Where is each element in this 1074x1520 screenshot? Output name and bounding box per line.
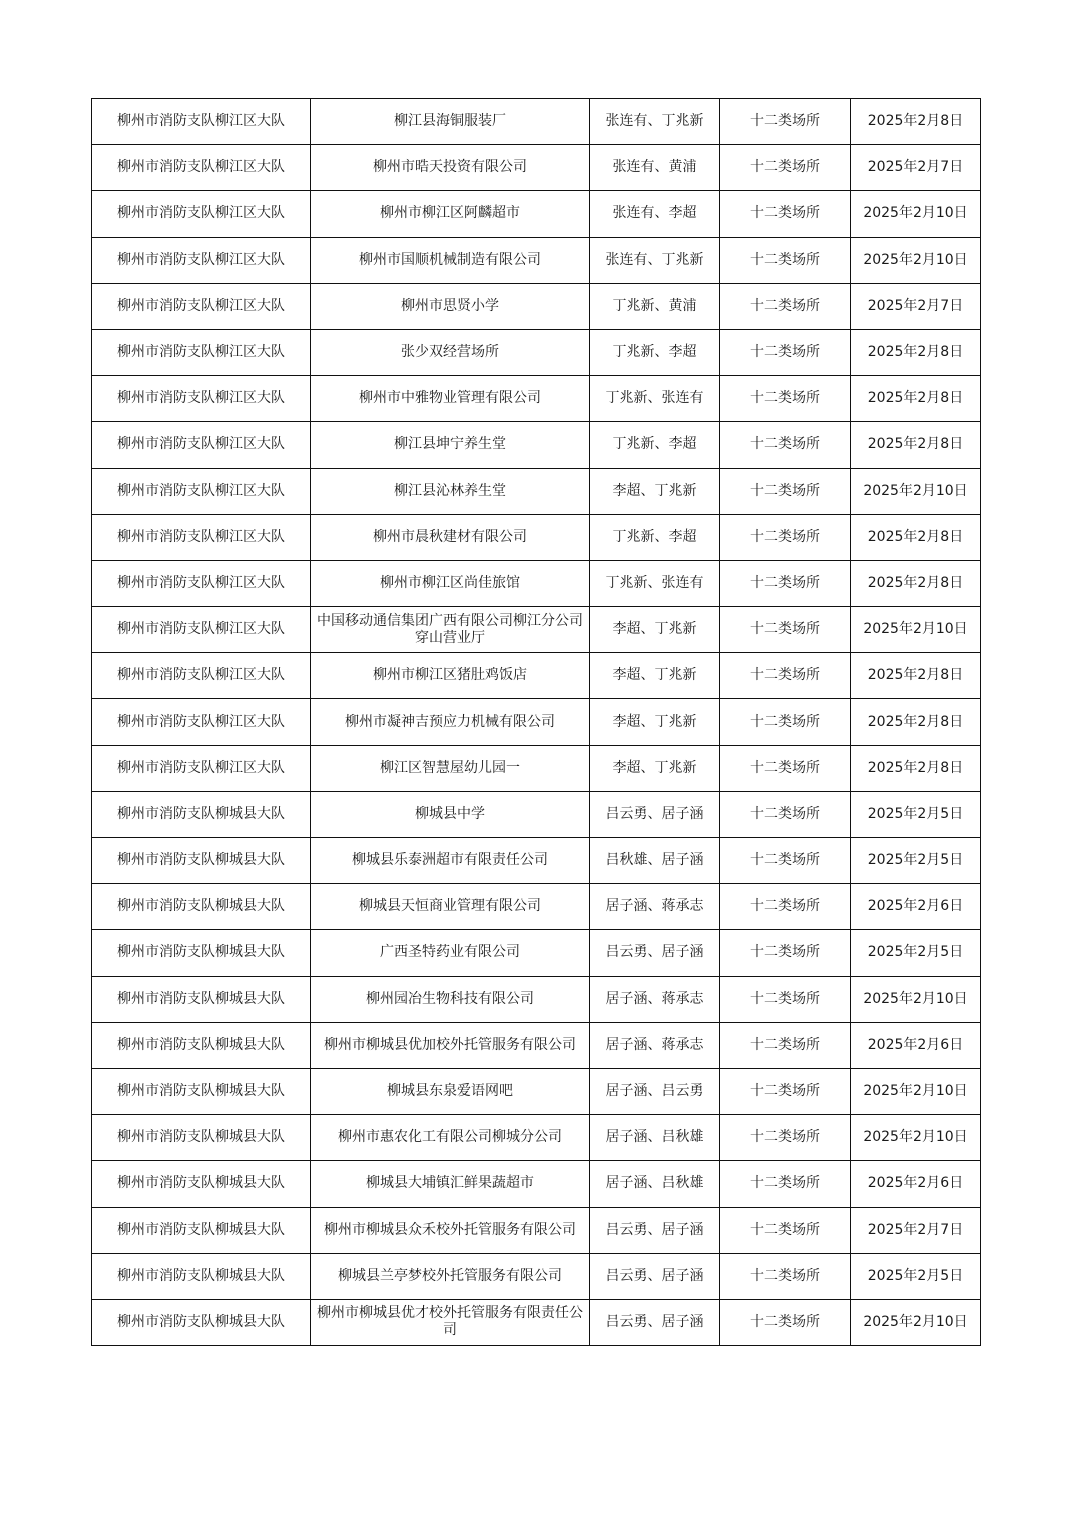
inspection-date-cell: 2025年2月10日 [851,1115,981,1161]
inspectors-cell: 居子涵、蒋承志 [590,976,720,1022]
table-row [92,884,981,930]
inspectors-cell: 丁兆新、李超 [590,422,720,468]
inspection-date-cell: 2025年2月8日 [851,422,981,468]
table-row [92,930,981,976]
venue-name-cell: 张少双经营场所 [311,329,590,375]
venue-category-cell: 十二类场所 [720,1022,851,1068]
inspection-date-cell: 2025年2月10日 [851,237,981,283]
inspectors-cell: 吕云勇、居子涵 [590,1253,720,1299]
table-row [92,422,981,468]
table-row [92,699,981,745]
venue-category-cell: 十二类场所 [720,1299,851,1345]
table-row [92,1068,981,1114]
venue-category-cell: 十二类场所 [720,699,851,745]
fire-brigade-unit-cell: 柳州市消防支队柳城县大队 [92,1115,311,1161]
fire-brigade-unit-cell: 柳州市消防支队柳江区大队 [92,514,311,560]
table-row [92,1207,981,1253]
venue-category-cell: 十二类场所 [720,468,851,514]
inspection-date-cell: 2025年2月8日 [851,699,981,745]
inspection-date-cell: 2025年2月5日 [851,838,981,884]
inspectors-cell: 吕云勇、居子涵 [590,930,720,976]
inspection-date-cell: 2025年2月8日 [851,514,981,560]
fire-brigade-unit-cell: 柳州市消防支队柳江区大队 [92,745,311,791]
inspection-date-cell: 2025年2月8日 [851,376,981,422]
inspection-date-cell: 2025年2月8日 [851,560,981,606]
inspection-date-cell: 2025年2月10日 [851,468,981,514]
venue-name-cell: 柳州市惠农化工有限公司柳城分公司 [311,1115,590,1161]
inspection-date-cell: 2025年2月10日 [851,976,981,1022]
venue-name-cell: 柳江区智慧屋幼儿园一 [311,745,590,791]
fire-brigade-unit-cell: 柳州市消防支队柳城县大队 [92,838,311,884]
fire-brigade-unit-cell: 柳州市消防支队柳城县大队 [92,1299,311,1345]
inspection-date-cell: 2025年2月5日 [851,1253,981,1299]
table-row [92,468,981,514]
inspection-date-cell: 2025年2月10日 [851,607,981,653]
table-row [92,191,981,237]
fire-brigade-unit-cell: 柳州市消防支队柳江区大队 [92,283,311,329]
fire-brigade-unit-cell: 柳州市消防支队柳江区大队 [92,376,311,422]
inspectors-cell: 丁兆新、张连有 [590,376,720,422]
venue-name-cell: 柳城县大埔镇汇鲜果蔬超市 [311,1161,590,1207]
table-row [92,653,981,699]
fire-brigade-unit-cell: 柳州市消防支队柳江区大队 [92,191,311,237]
venue-name-cell: 柳州市晨秋建材有限公司 [311,514,590,560]
venue-name-cell: 柳州市柳江区尚佳旅馆 [311,560,590,606]
inspectors-cell: 丁兆新、李超 [590,329,720,375]
inspection-date-cell: 2025年2月10日 [851,1299,981,1345]
table-row [92,1161,981,1207]
inspection-date-cell: 2025年2月6日 [851,1161,981,1207]
fire-brigade-unit-cell: 柳州市消防支队柳城县大队 [92,930,311,976]
venue-category-cell: 十二类场所 [720,1161,851,1207]
venue-category-cell: 十二类场所 [720,791,851,837]
table-row [92,560,981,606]
venue-name-cell: 柳州市晧天投资有限公司 [311,145,590,191]
inspectors-cell: 居子涵、蒋承志 [590,1022,720,1068]
table-row [92,607,981,653]
inspection-date-cell: 2025年2月5日 [851,791,981,837]
venue-category-cell: 十二类场所 [720,99,851,145]
inspectors-cell: 吕云勇、居子涵 [590,1299,720,1345]
venue-category-cell: 十二类场所 [720,930,851,976]
venue-category-cell: 十二类场所 [720,329,851,375]
table-row [92,99,981,145]
venue-name-cell: 柳城县兰亭梦校外托管服务有限公司 [311,1253,590,1299]
fire-brigade-unit-cell: 柳州市消防支队柳江区大队 [92,468,311,514]
inspection-date-cell: 2025年2月10日 [851,191,981,237]
venue-name-cell: 柳江县坤宁养生堂 [311,422,590,468]
venue-name-cell: 柳州市国顺机械制造有限公司 [311,237,590,283]
table-row [92,514,981,560]
inspectors-cell: 张连有、李超 [590,191,720,237]
venue-category-cell: 十二类场所 [720,607,851,653]
table-row [92,329,981,375]
table-row [92,838,981,884]
venue-name-cell: 广西圣特药业有限公司 [311,930,590,976]
inspectors-cell: 丁兆新、李超 [590,514,720,560]
fire-brigade-unit-cell: 柳州市消防支队柳江区大队 [92,99,311,145]
venue-name-cell: 柳州市柳江区阿麟超市 [311,191,590,237]
venue-name-cell: 柳州市思贤小学 [311,283,590,329]
venue-name-cell: 柳江县沁林养生堂 [311,468,590,514]
venue-category-cell: 十二类场所 [720,653,851,699]
fire-brigade-unit-cell: 柳州市消防支队柳城县大队 [92,1068,311,1114]
inspectors-cell: 丁兆新、黄浦 [590,283,720,329]
venue-category-cell: 十二类场所 [720,237,851,283]
table-row [92,376,981,422]
venue-category-cell: 十二类场所 [720,976,851,1022]
table-row [92,145,981,191]
table-row [92,237,981,283]
venue-name-cell: 柳城县乐泰洲超市有限责任公司 [311,838,590,884]
inspectors-cell: 居子涵、吕秋雄 [590,1115,720,1161]
fire-brigade-unit-cell: 柳州市消防支队柳城县大队 [92,976,311,1022]
table-row [92,791,981,837]
venue-category-cell: 十二类场所 [720,1253,851,1299]
inspectors-cell: 张连有、黄浦 [590,145,720,191]
inspection-records-table [91,98,981,1346]
table-row [92,745,981,791]
inspectors-cell: 李超、丁兆新 [590,745,720,791]
fire-brigade-unit-cell: 柳州市消防支队柳城县大队 [92,884,311,930]
inspectors-cell: 居子涵、蒋承志 [590,884,720,930]
inspection-date-cell: 2025年2月8日 [851,653,981,699]
fire-brigade-unit-cell: 柳州市消防支队柳江区大队 [92,653,311,699]
inspectors-cell: 李超、丁兆新 [590,468,720,514]
venue-category-cell: 十二类场所 [720,1115,851,1161]
venue-name-cell: 柳州市柳江区猪肚鸡饭店 [311,653,590,699]
table-row [92,1115,981,1161]
inspection-date-cell: 2025年2月8日 [851,745,981,791]
venue-category-cell: 十二类场所 [720,376,851,422]
inspectors-cell: 丁兆新、张连有 [590,560,720,606]
venue-category-cell: 十二类场所 [720,514,851,560]
inspection-date-cell: 2025年2月7日 [851,1207,981,1253]
fire-brigade-unit-cell: 柳州市消防支队柳江区大队 [92,560,311,606]
venue-category-cell: 十二类场所 [720,422,851,468]
venue-category-cell: 十二类场所 [720,191,851,237]
venue-category-cell: 十二类场所 [720,1207,851,1253]
inspectors-cell: 李超、丁兆新 [590,607,720,653]
inspection-date-cell: 2025年2月8日 [851,99,981,145]
fire-brigade-unit-cell: 柳州市消防支队柳江区大队 [92,145,311,191]
inspectors-cell: 吕云勇、居子涵 [590,1207,720,1253]
fire-brigade-unit-cell: 柳州市消防支队柳江区大队 [92,422,311,468]
fire-brigade-unit-cell: 柳州市消防支队柳江区大队 [92,607,311,653]
venue-name-cell: 柳州市柳城县优加校外托管服务有限公司 [311,1022,590,1068]
venue-name-cell: 柳江县海铜服装厂 [311,99,590,145]
table-row [92,976,981,1022]
table-row [92,1022,981,1068]
inspection-date-cell: 2025年2月10日 [851,1068,981,1114]
inspection-date-cell: 2025年2月6日 [851,1022,981,1068]
inspectors-cell: 张连有、丁兆新 [590,237,720,283]
venue-name-cell: 柳州市凝神吉预应力机械有限公司 [311,699,590,745]
inspection-records-body [92,99,981,1346]
venue-category-cell: 十二类场所 [720,745,851,791]
inspection-date-cell: 2025年2月8日 [851,329,981,375]
venue-name-cell: 柳城县天恒商业管理有限公司 [311,884,590,930]
venue-category-cell: 十二类场所 [720,1068,851,1114]
inspectors-cell: 吕云勇、居子涵 [590,791,720,837]
inspection-date-cell: 2025年2月5日 [851,930,981,976]
inspectors-cell: 吕秋雄、居子涵 [590,838,720,884]
fire-brigade-unit-cell: 柳州市消防支队柳城县大队 [92,1253,311,1299]
venue-name-cell: 柳州市中雅物业管理有限公司 [311,376,590,422]
venue-category-cell: 十二类场所 [720,884,851,930]
table-row [92,1299,981,1345]
fire-brigade-unit-cell: 柳州市消防支队柳江区大队 [92,237,311,283]
fire-brigade-unit-cell: 柳州市消防支队柳江区大队 [92,329,311,375]
venue-name-cell: 柳州市柳城县优才校外托管服务有限责任公司 [311,1299,590,1345]
venue-name-cell: 柳州园冶生物科技有限公司 [311,976,590,1022]
inspection-date-cell: 2025年2月6日 [851,884,981,930]
fire-brigade-unit-cell: 柳州市消防支队柳江区大队 [92,699,311,745]
venue-name-cell: 柳城县中学 [311,791,590,837]
inspectors-cell: 李超、丁兆新 [590,653,720,699]
venue-category-cell: 十二类场所 [720,145,851,191]
inspection-date-cell: 2025年2月7日 [851,283,981,329]
venue-category-cell: 十二类场所 [720,560,851,606]
venue-category-cell: 十二类场所 [720,283,851,329]
venue-name-cell: 柳城县东泉爱语网吧 [311,1068,590,1114]
table-row [92,1253,981,1299]
fire-brigade-unit-cell: 柳州市消防支队柳城县大队 [92,1207,311,1253]
inspection-date-cell: 2025年2月7日 [851,145,981,191]
table-row [92,283,981,329]
fire-brigade-unit-cell: 柳州市消防支队柳城县大队 [92,1022,311,1068]
fire-brigade-unit-cell: 柳州市消防支队柳城县大队 [92,791,311,837]
inspectors-cell: 居子涵、吕秋雄 [590,1161,720,1207]
inspectors-cell: 张连有、丁兆新 [590,99,720,145]
venue-category-cell: 十二类场所 [720,838,851,884]
fire-brigade-unit-cell: 柳州市消防支队柳城县大队 [92,1161,311,1207]
inspectors-cell: 居子涵、吕云勇 [590,1068,720,1114]
inspectors-cell: 李超、丁兆新 [590,699,720,745]
venue-name-cell: 中国移动通信集团广西有限公司柳江分公司穿山营业厅 [311,607,590,653]
venue-name-cell: 柳州市柳城县众禾校外托管服务有限公司 [311,1207,590,1253]
